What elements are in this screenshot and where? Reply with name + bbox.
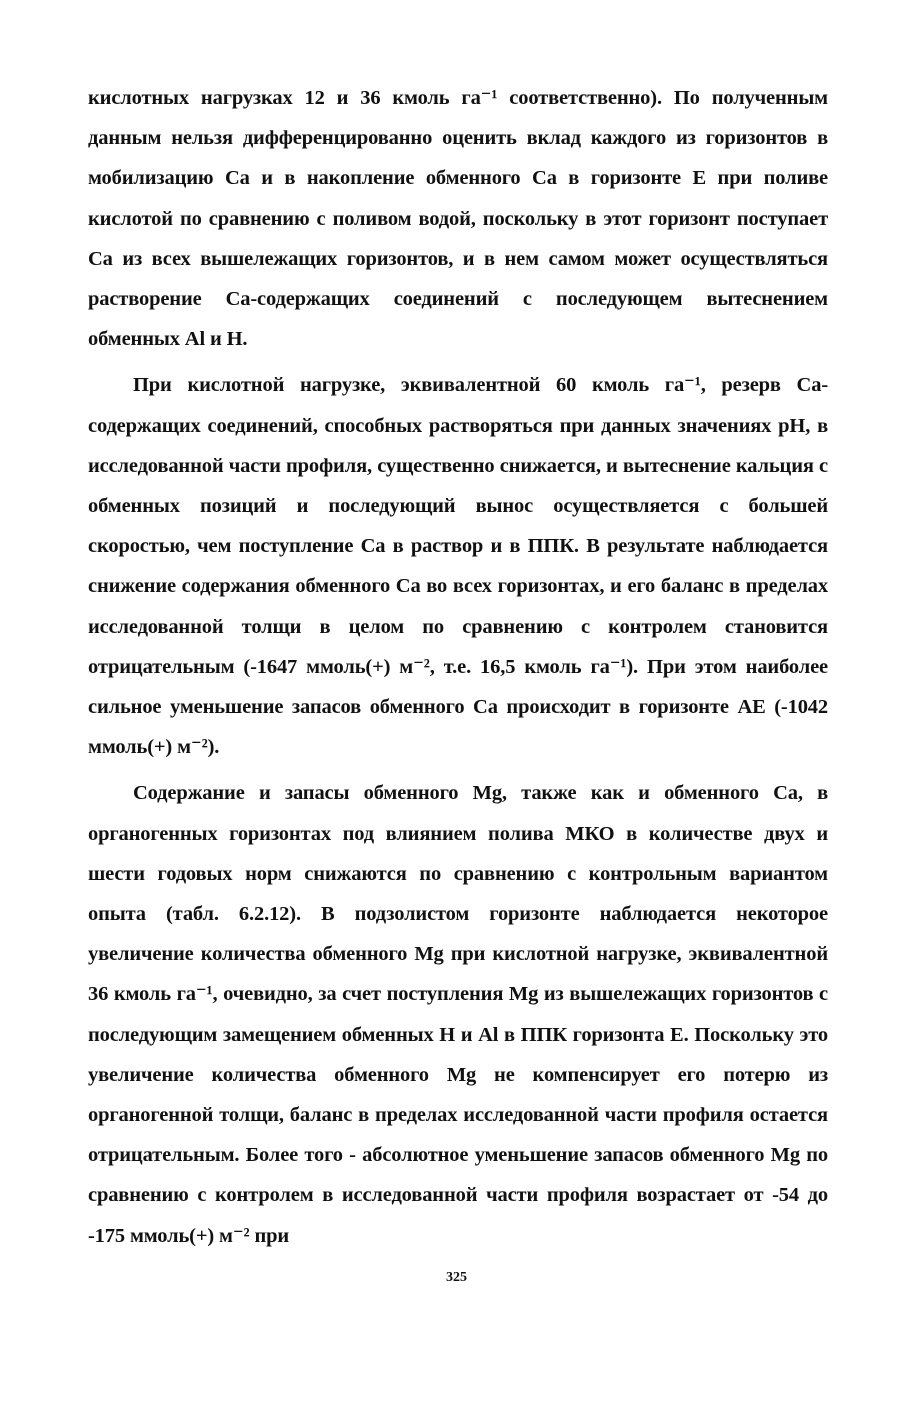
- paragraph-1: кислотных нагрузках 12 и 36 кмоль га⁻¹ соответственно). По полученным данным нельзя дифференцированно оценить вклад каждого из горизонтов в мобилизацию Са и в накопление обменного Са в горизонте E при поливе кислотой по сравнению с поливом водой, поскольку в этот горизонт поступает Са из всех вышележащих горизонтов, и в нем самом может осуществляться растворение Са-содержащих соединений с последующем вытеснением обменных Al и H.: [88, 87, 828, 351]
- page-number: 325: [446, 1270, 467, 1285]
- paragraph-2: При кислотной нагрузке, эквивалентной 60 кмоль га⁻¹, резерв Са-содержащих соединений, способных растворяться при данных значениях pH, в исследованной части профиля, существенно снижается, и вытеснение кальция с обменных позиций и последующий вынос осуществляется с большей скоростью, чем поступление Са в раствор и в ППК. В результате наблюдается снижение содержания обменного Са во всех горизонтах, и его баланс в пределах исследованной толщи в целом по сравнению с контролем становится отрицательным (-1647 ммоль(+) м⁻², т.е. 16,5 кмоль га⁻¹). При этом наиболее сильное уменьшение запасов обменного Са происходит в горизонте AE (-1042 ммоль(+) м⁻²).: [88, 374, 828, 759]
- paragraph-3: Содержание и запасы обменного Mg, также как и обменного Са, в органогенных горизонтах под влиянием полива МКО в количестве двух и шести годовых норм снижаются по сравнению с контрольным вариантом опыта (табл. 6.2.12). В подзолистом горизонте наблюдается некоторое увеличение количества обменного Mg при кислотной нагрузке, эквивалентной 36 кмоль га⁻¹, очевидно, за счет поступления Mg из вышележащих горизонтов с последующим замещением обменных H и Al в ППК горизонта E. Поскольку это увеличение количества обменного Mg не компенсирует его потерю из органогенной толщи, баланс в пределах исследованной части профиля остается отрицательным. Более того - абсолютное уменьшение запасов обменного Mg по сравнению с контролем в исследованной части профиля возрастает от -54 до -175 ммоль(+) м⁻² при: [88, 782, 828, 1247]
- page-body: [88, 78, 828, 1256]
